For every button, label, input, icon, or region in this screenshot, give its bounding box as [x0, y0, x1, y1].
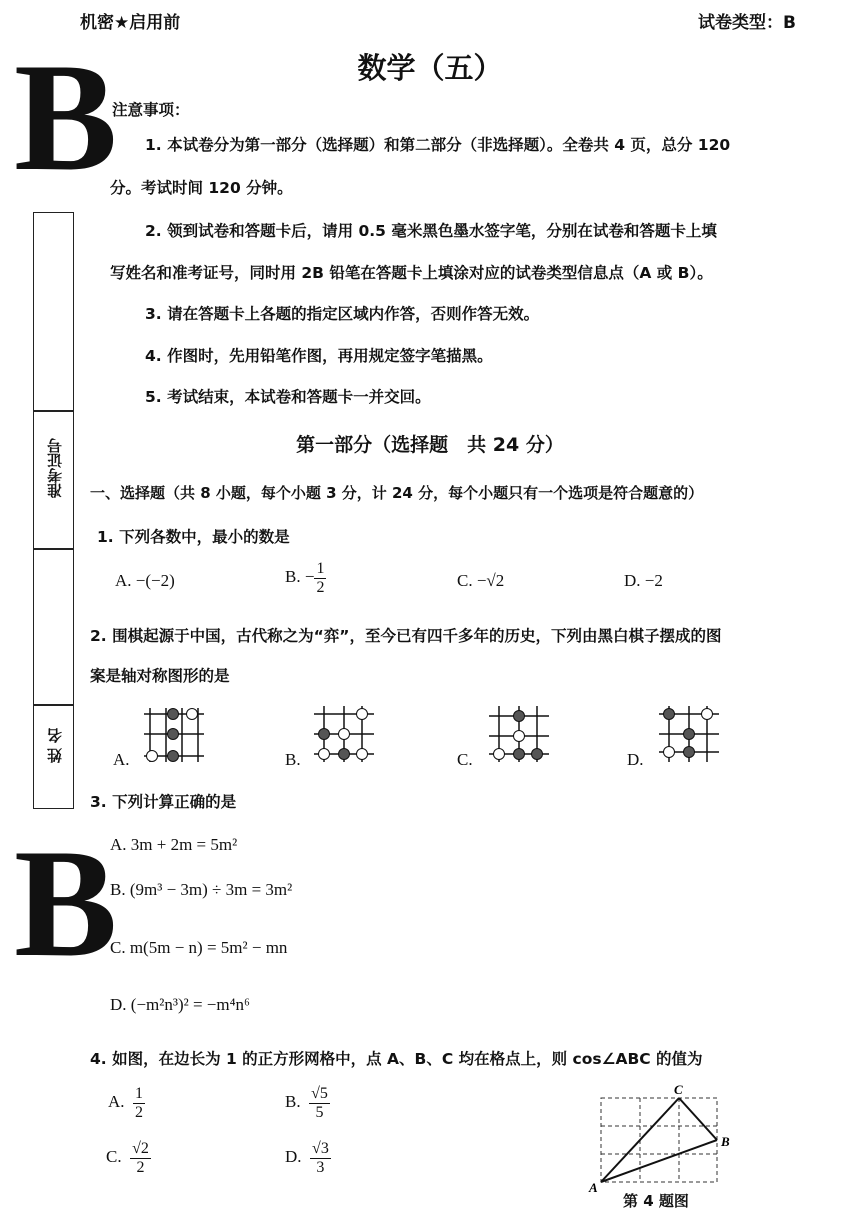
q4-option-c-fraction	[130, 1140, 151, 1176]
q2-option-c-label: C.	[457, 750, 473, 769]
confidential-header: 机密★启用前	[80, 13, 181, 33]
q4-option-a-fraction	[133, 1085, 145, 1121]
q2-option-d-label: D.	[627, 750, 644, 769]
q1-option-d: D. −2	[624, 571, 663, 590]
q4-option-d	[285, 1140, 331, 1176]
notice-line-2: 分。考试时间 120 分钟。	[110, 179, 293, 197]
side-box-top	[33, 212, 74, 412]
q4-option-b-num: √5	[311, 1085, 328, 1102]
name-label: 姓 名	[46, 728, 64, 764]
q2-option-a-label: A.	[113, 750, 130, 769]
section-instruction: 一、选择题（共 8 小题，每个小题 3 分，计 24 分，每个小题只有一个选项是符合题意的）	[90, 484, 704, 502]
q4-figure-caption: 第 4 题图	[623, 1192, 689, 1210]
q3-option-d: D. (−m²n³)² = −m⁴n⁶	[110, 995, 250, 1014]
q1-option-b-num: 1	[316, 560, 325, 577]
section-title: 第一部分（选择题 共 24 分）	[296, 434, 564, 456]
notice-line-7: 5. 考试结束，本试卷和答题卡一并交回。	[145, 388, 431, 406]
point-a-label: A	[589, 1180, 598, 1195]
notice-line-5: 3. 请在答题卡上各题的指定区域内作答，否则作答无效。	[145, 305, 540, 323]
q2-option-b-label: B.	[285, 750, 301, 769]
q1-option-b-den: 2	[316, 578, 325, 596]
q1-option-b	[285, 560, 326, 596]
notice-line-6: 4. 作图时，先用铅笔作图，再用规定签字笔描黑。	[145, 347, 493, 365]
q3-option-a: A. 3m + 2m = 5m²	[110, 835, 238, 854]
notice-line-1: 1. 本试卷分为第一部分（选择题）和第二部分（非选择题）。全卷共 4 页，总分 120	[145, 136, 731, 154]
segment-cb	[679, 1098, 717, 1140]
q4-option-c-den: 2	[136, 1158, 145, 1176]
q1-option-b-fraction	[314, 560, 326, 596]
q4-option-d-den: 3	[316, 1158, 325, 1176]
q4-option-c	[106, 1140, 151, 1176]
q4-option-b-fraction	[309, 1085, 330, 1121]
notice-heading: 注意事项：	[112, 101, 190, 119]
q4-option-c-label: C.	[106, 1147, 122, 1166]
q1-option-c: C. −√2	[457, 571, 505, 590]
q4-option-c-num: √2	[132, 1140, 149, 1157]
q2-stem-line-1: 2. 围棋起源于中国，古代称之为“弈”，至今已有四千多年的历史，下列由黑白棋子摆成的图	[90, 627, 722, 645]
side-box-mid	[33, 548, 74, 706]
segment-ab	[601, 1140, 717, 1182]
q2-stem-line-2: 案是轴对称图形的是	[90, 667, 230, 685]
notice-line-4: 写姓名和准考证号，同时用 2B 铅笔在答题卡上填涂对应的试卷类型信息点（A 或 B）。	[110, 264, 713, 282]
q3-stem: 3. 下列计算正确的是	[90, 793, 237, 811]
q4-option-a-label: A.	[108, 1092, 125, 1111]
go-board-c	[485, 700, 555, 770]
go-board-b	[310, 700, 380, 770]
exam-id-label: 准考证号	[46, 438, 64, 498]
q4-option-b-den: 5	[315, 1103, 324, 1121]
go-board-a	[140, 700, 210, 770]
q4-option-d-num: √3	[312, 1140, 329, 1157]
q1-option-a: A. −(−2)	[115, 571, 175, 590]
q4-option-a-num: 1	[135, 1085, 144, 1102]
go-board-d	[655, 700, 725, 770]
q1-option-b-label: B. −	[285, 567, 315, 586]
q4-option-a-den: 2	[135, 1103, 144, 1121]
notice-line-3: 2. 领到试卷和答题卡后，请用 0.5 毫米黑色墨水签字笔，分别在试卷和答题卡上填	[145, 222, 717, 240]
q4-option-d-fraction	[310, 1140, 331, 1176]
q3-option-b: B. (9m³ − 3m) ÷ 3m = 3m²	[110, 880, 293, 899]
paper-type-header: 试卷类型：B	[698, 13, 796, 33]
q4-option-a	[108, 1085, 145, 1121]
q4-option-b	[285, 1085, 330, 1121]
q3-option-c: C. m(5m − n) = 5m² − mn	[110, 938, 288, 957]
q1-stem: 1. 下列各数中，最小的数是	[97, 528, 290, 546]
paper-type-letter-bottom: B	[14, 817, 114, 989]
point-c-label: C	[674, 1082, 683, 1097]
point-b-label: B	[721, 1134, 730, 1149]
page-title: 数学（五）	[357, 51, 503, 85]
q4-stem: 4. 如图，在边长为 1 的正方形网格中，点 A、B、C 均在格点上，则 cos∠ABC 的值为	[90, 1050, 703, 1068]
q4-figure	[585, 1080, 745, 1195]
paper-type-letter-top: B	[14, 31, 114, 203]
q4-option-b-label: B.	[285, 1092, 301, 1111]
q4-option-d-label: D.	[285, 1147, 302, 1166]
